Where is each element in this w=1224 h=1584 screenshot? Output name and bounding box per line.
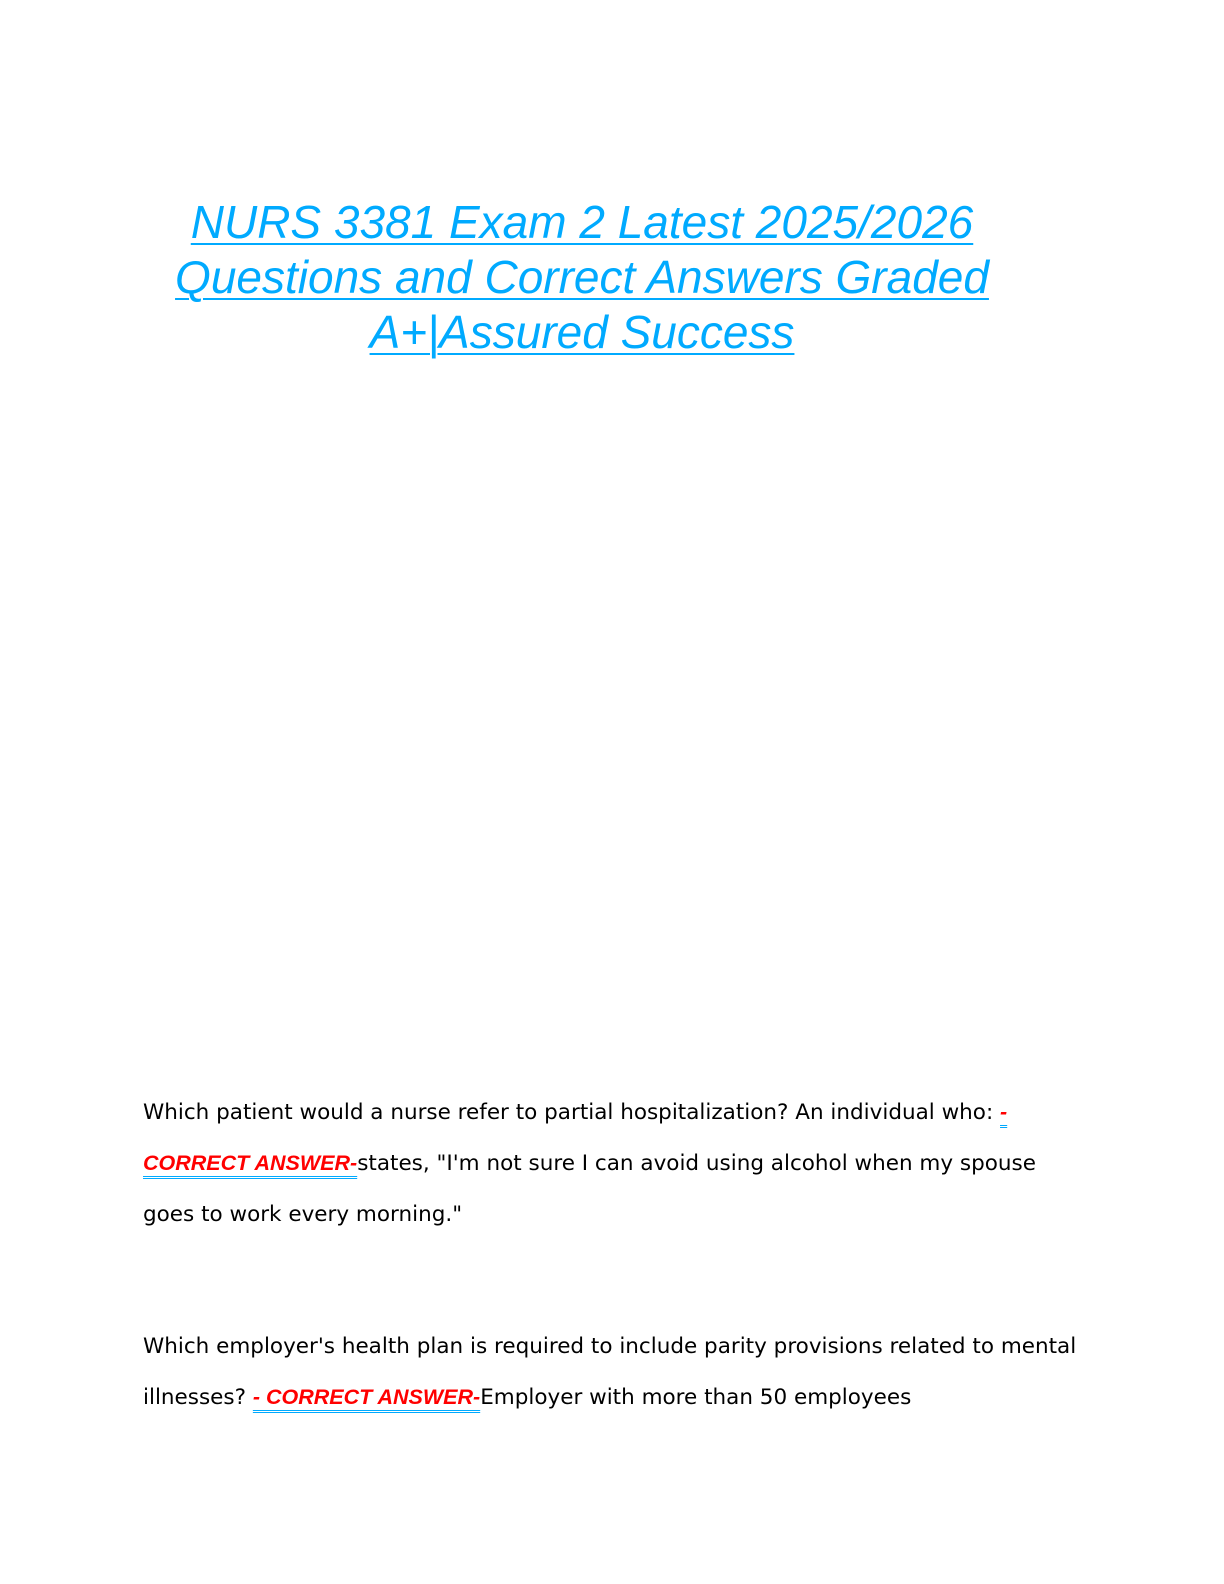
- answer-text: Employer with more than 50 employees: [480, 1385, 912, 1410]
- document-title[interactable]: NURS 3381 Exam 2 Latest 2025/2026 Questions and Correct Answers Graded A+|Assured Success: [175, 196, 989, 358]
- question-text: Which patient would a nurse refer to partial hospitalization? An individual who:: [143, 1100, 1001, 1125]
- answer-text: states, "I'm not sure I can avoid using alcohol when my spouse goes to work every morning.": [143, 1151, 1036, 1227]
- correct-answer-marker[interactable]: - CORRECT ANSWER-: [252, 1385, 481, 1409]
- qa-item-2: [143, 1321, 1093, 1423]
- correct-answer-marker[interactable]: - CORRECT ANSWER-: [143, 1100, 1008, 1175]
- question-text: Which employer's health plan is required to include parity provisions related to mental illnesses?: [143, 1334, 1077, 1410]
- qa-item-1: [143, 1087, 1093, 1240]
